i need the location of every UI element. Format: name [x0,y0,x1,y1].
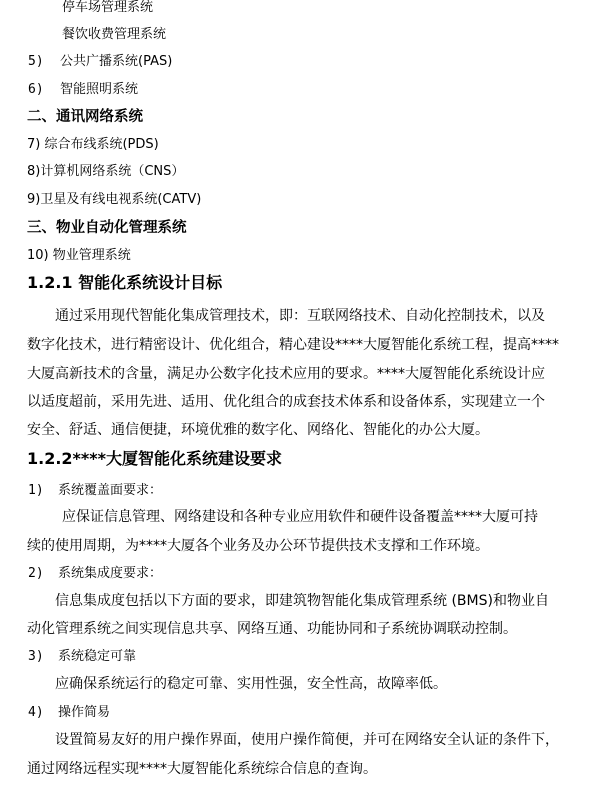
goal-paragraph-line: 以适度超前，采用先进、适用、优化组合的成套技术体系和设备体系，实现建立一个 [27,394,545,410]
coverage-paragraph-line: 续的使用周期，为****大厦各个业务及办公环节提供技术支撑和工作环境。 [27,538,489,554]
stability-paragraph-line: 应确保系统运行的稳定可靠、实用性强，安全性高，故障率低。 [55,676,447,692]
goal-paragraph-line: 大厦高新技术的含量，满足办公数字化技术应用的要求。****大厦智能化系统设计应 [27,366,545,382]
heading-design-goal: 1.2.1 智能化系统设计目标 [27,273,223,292]
requirement-title-integration: 系统集成度要求： [58,566,163,581]
requirement-number: 4) [28,705,44,720]
operation-paragraph-line: 通过网络远程实现****大厦智能化系统综合信息的查询。 [27,761,377,777]
list-item-parking: 停车场管理系统 [62,0,154,15]
integration-paragraph-line: 动化管理系统之间实现信息共享、网络互通、功能协同和子系统协调联动控制。 [27,621,517,637]
requirement-number: 3) [28,649,44,664]
coverage-paragraph-line: 应保证信息管理、网络建设和各种专业应用软件和硬件设备覆盖****大厦可持 [62,509,538,525]
requirement-number: 1) [28,483,44,498]
section-title-communication: 二、通讯网络系统 [27,109,143,125]
integration-paragraph-line: 信息集成度包括以下方面的要求，即建筑物智能化集成管理系统 (BMS)和物业自 [55,593,549,609]
requirement-number: 2) [28,566,44,581]
list-item-pds: 7) 综合布线系统(PDS) [27,137,159,152]
list-item-catv: 9)卫星及有线电视系统(CATV) [27,192,202,207]
heading-construction-requirements: 1.2.2****大厦智能化系统建设要求 [27,449,283,468]
list-item-dining: 餐饮收费管理系统 [62,27,167,42]
requirement-title-coverage: 系统覆盖面要求： [58,483,163,498]
operation-paragraph-line: 设置简易友好的用户操作界面，使用户操作简便，并可在网络安全认证的条件下， [55,732,559,748]
requirement-title-stability: 系统稳定可靠 [58,649,137,664]
list-number-pa: 5) [28,54,44,69]
section-title-property: 三、物业自动化管理系统 [27,220,187,236]
list-number-lighting: 6) [28,82,44,97]
list-item-pms: 10) 物业管理系统 [27,248,131,263]
goal-paragraph-line: 安全、舒适、通信便捷，环境优雅的数字化、网络化、智能化的办公大厦。 [27,422,489,438]
goal-paragraph-line: 通过采用现代智能化集成管理技术，即：互联网络技术、自动化控制技术，以及 [55,308,545,324]
list-item-pa: 公共广播系统(PAS) [60,54,173,69]
requirement-title-operation: 操作简易 [58,705,111,720]
list-item-cns: 8)计算机网络系统（CNS） [27,164,185,179]
list-item-lighting: 智能照明系统 [60,82,139,97]
goal-paragraph-line: 数字化技术，进行精密设计、优化组合，精心建设****大厦智能化系统工程，提高**** [27,337,559,353]
